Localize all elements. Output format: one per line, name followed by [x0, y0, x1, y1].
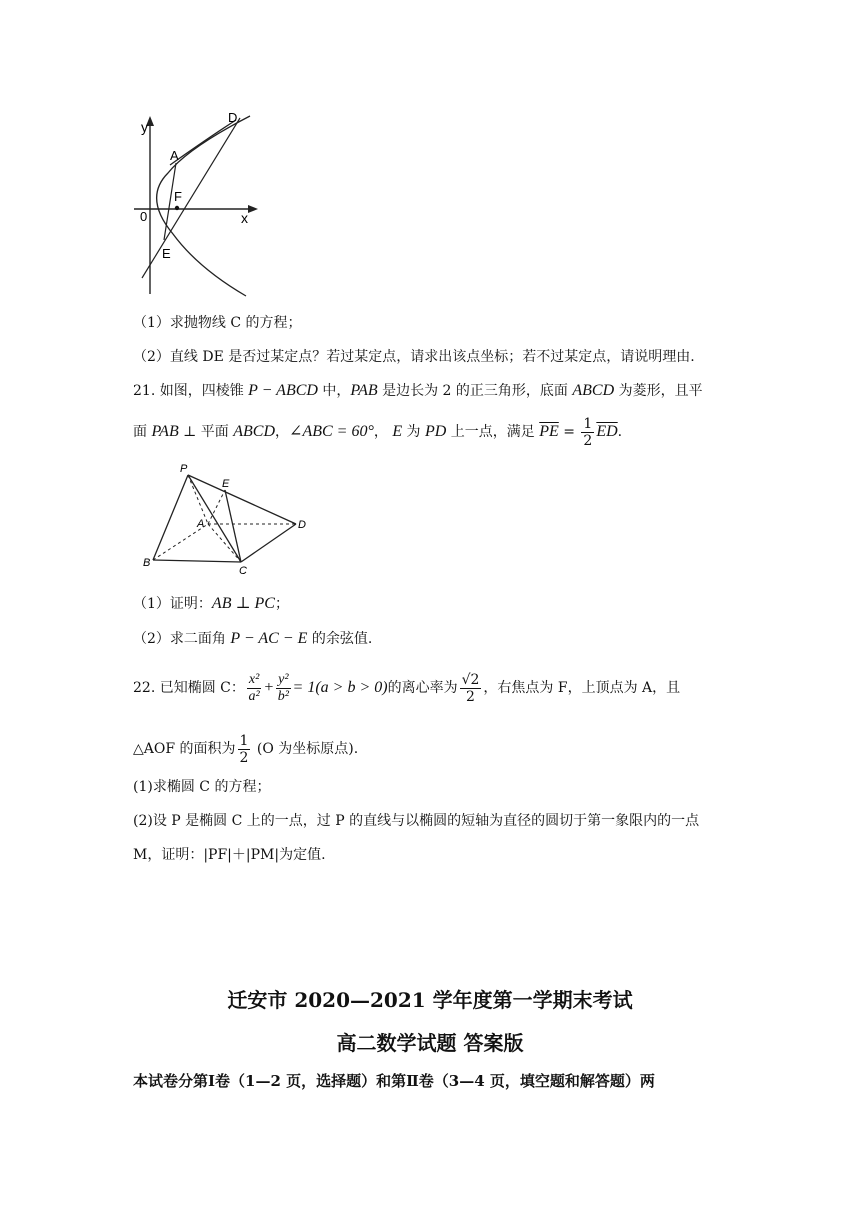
q21-part2: （2）求二面角 P − AC − E 的余弦值.: [133, 630, 373, 647]
vertex-e-label: E: [222, 478, 230, 490]
point-f-label: F: [174, 189, 182, 204]
q21-line1: 21. 如图，四棱锥 P − ABCD 中，PAB 是边长为 2 的正三角形，底面 ABCD 为菱形，且平: [133, 382, 703, 399]
point-d-label: D: [228, 110, 238, 125]
intro-text: 本试卷分第Ⅰ卷（1—2 页，选择题）和第Ⅱ卷（3—4 页，填空题和解答题）两: [133, 1072, 655, 1090]
q22-line2: △AOF 的面积为 $\frac{1}{2}$ (O 为坐标原点).: [133, 732, 359, 766]
vertex-b-label: B: [143, 557, 151, 569]
answer-subtitle: 高二数学试题 答案版: [336, 1031, 524, 1055]
vertex-a-label: A: [197, 518, 205, 530]
q22-line1: 22. 已知椭圆 C： $\frac{\text{x²}}{\text{a²}}$ + $\frac{\text{y²}}{\text{b²}}$ = 1(a > b > 0)的离心率为 $\frac{√2}{2}$ ，右焦点为 F，上顶点为 A，且: [133, 671, 681, 705]
y-axis-label: y: [141, 119, 148, 135]
pyramid-figure: [138, 460, 310, 578]
vertex-c-label: C: [239, 565, 247, 577]
vertex-d-label: D: [298, 519, 306, 531]
q20-part2: （2）直线 DE 是否过某定点？若过某定点，请求出该点坐标；若不过某定点，请说明理由.: [133, 349, 695, 365]
q22-part1: (1)求椭圆 C 的方程；: [133, 779, 271, 795]
q21-line2: 面 PAB ⊥ 平面 ABCD，∠ABC = 60°， E 为 PD 上一点，满足 $\overline{PE}$ = $\frac{1}{2}$ $\overline{ED}$.: [133, 415, 623, 449]
q21-part1: （1）证明：AB ⊥ PC；: [133, 595, 289, 612]
q22-part2-line1: (2)设 P 是椭圆 C 上的一点，过 P 的直线与以椭圆的短轴为直径的圆切于第一象限内的一点: [133, 813, 700, 829]
x-axis-label: x: [241, 210, 248, 226]
q20-part1: （1）求抛物线 C 的方程；: [133, 315, 302, 331]
parabola-figure: [128, 108, 263, 300]
vertex-p-label: P: [180, 463, 188, 475]
origin-label: 0: [140, 209, 148, 224]
exam-title: 迁安市 2020—2021 学年度第一学期末考试: [227, 988, 633, 1012]
point-a-label: A: [170, 148, 179, 163]
point-e-label: E: [162, 246, 171, 261]
q22-part2-line2: M，证明：|PF|＋|PM|为定值.: [133, 847, 326, 863]
